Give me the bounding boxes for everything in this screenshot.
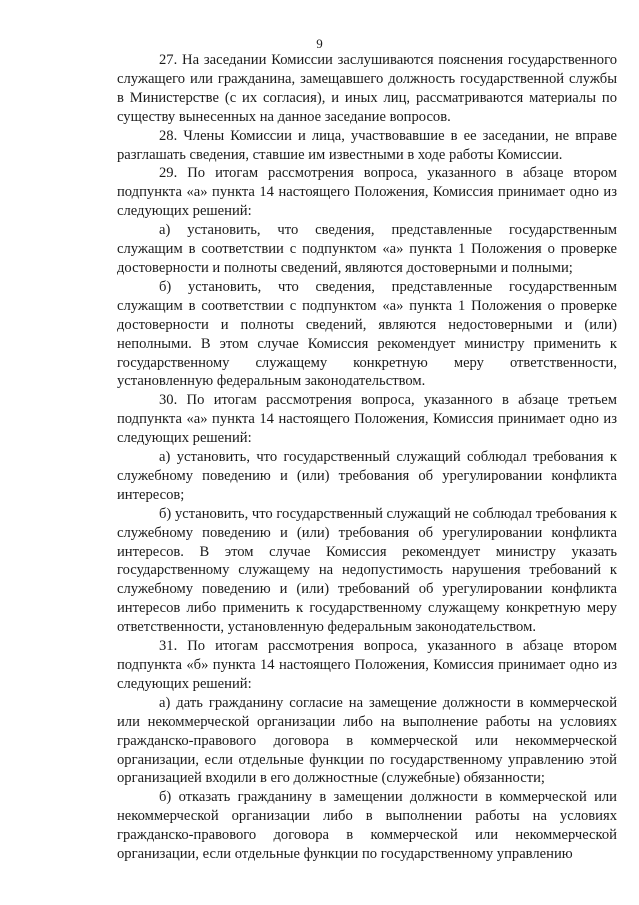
paragraph-31-b: б) отказать гражданину в замещении должности в коммерческой или некоммерческой организации либо в выполнении работы на условиях гражданско-правового договора в коммерческой или некоммерческой организации, если отдельные функции по государственному управлению xyxy=(117,789,617,863)
paragraph-27: 27. На заседании Комиссии заслушиваются пояснения государственного служащего или гражданина, замещавшего должность государственной службы в Министерстве (с их согласия), и иных лиц, рассматриваются материалы по существу вынесенных на данное заседание вопросов. xyxy=(117,52,617,125)
paragraph-30-a: а) установить, что государственный служащий соблюдал требования к служебному поведению и (или) требования об урегулировании конфликта интересов; xyxy=(117,449,617,503)
paragraph-31: 31. По итогам рассмотрения вопроса, указанного в абзаце втором подпункта «б» пункта 14 настоящего Положения, Комиссия принимает одно из следующих решений: xyxy=(117,638,617,692)
paragraph-30: 30. По итогам рассмотрения вопроса, указанного в абзаце третьем подпункта «а» пункта 14 настоящего Положения, Комиссия принимает одно из следующих решений: xyxy=(117,392,617,447)
paragraph-30-b: б) установить, что государственный служащий не соблюдал требования к служебному поведению и (или) требования об урегулировании конфликта интересов. В этом случае Комиссия рекомендует министру указать государственному служащему на недопустимость нарушения требований к служебному поведению и (или) требований об урегулировании конфликта интересов либо применить к государственному служащему конкретную меру ответственности, установленную федеральным законодательством. xyxy=(117,505,617,636)
paragraph-29-b: б) установить, что сведения, представленные государственным служащим в соответствии с подпунктом «а» пункта 1 Положения о проверке достоверности и полноты сведений, являются недостоверными и (или) неполными. В этом случае Комиссия рекомендует министру применить к государственному служащему конкретную меру ответственности, установленную федеральным законодательством. xyxy=(117,278,617,390)
page-number: 9 xyxy=(316,36,323,51)
paragraph-29-a: а) установить, что сведения, представленные государственным служащим в соответствии с подпунктом «а» пункта 1 Положения о проверке достоверности и полноты сведений, являются достоверными и полными; xyxy=(117,222,617,276)
paragraph-28: 28. Члены Комиссии и лица, участвовавшие в ее заседании, не вправе разглашать сведения, ставшие им известными в ходе работы Комиссии. xyxy=(117,127,617,163)
document-body xyxy=(117,51,617,864)
paragraph-29: 29. По итогам рассмотрения вопроса, указанного в абзаце втором подпункта «а» пункта 14 настоящего Положения, Комиссия принимает одно из следующих решений: xyxy=(117,165,617,220)
paragraph-31-a: а) дать гражданину согласие на замещение должности в коммерческой или некоммерческой организации либо на выполнение работы на условиях гражданско-правового договора в коммерческой или некоммерческой организации, если отдельные функции по государственному управлению этой организацией входили в его должностные (служебные) обязанности; xyxy=(117,694,617,787)
